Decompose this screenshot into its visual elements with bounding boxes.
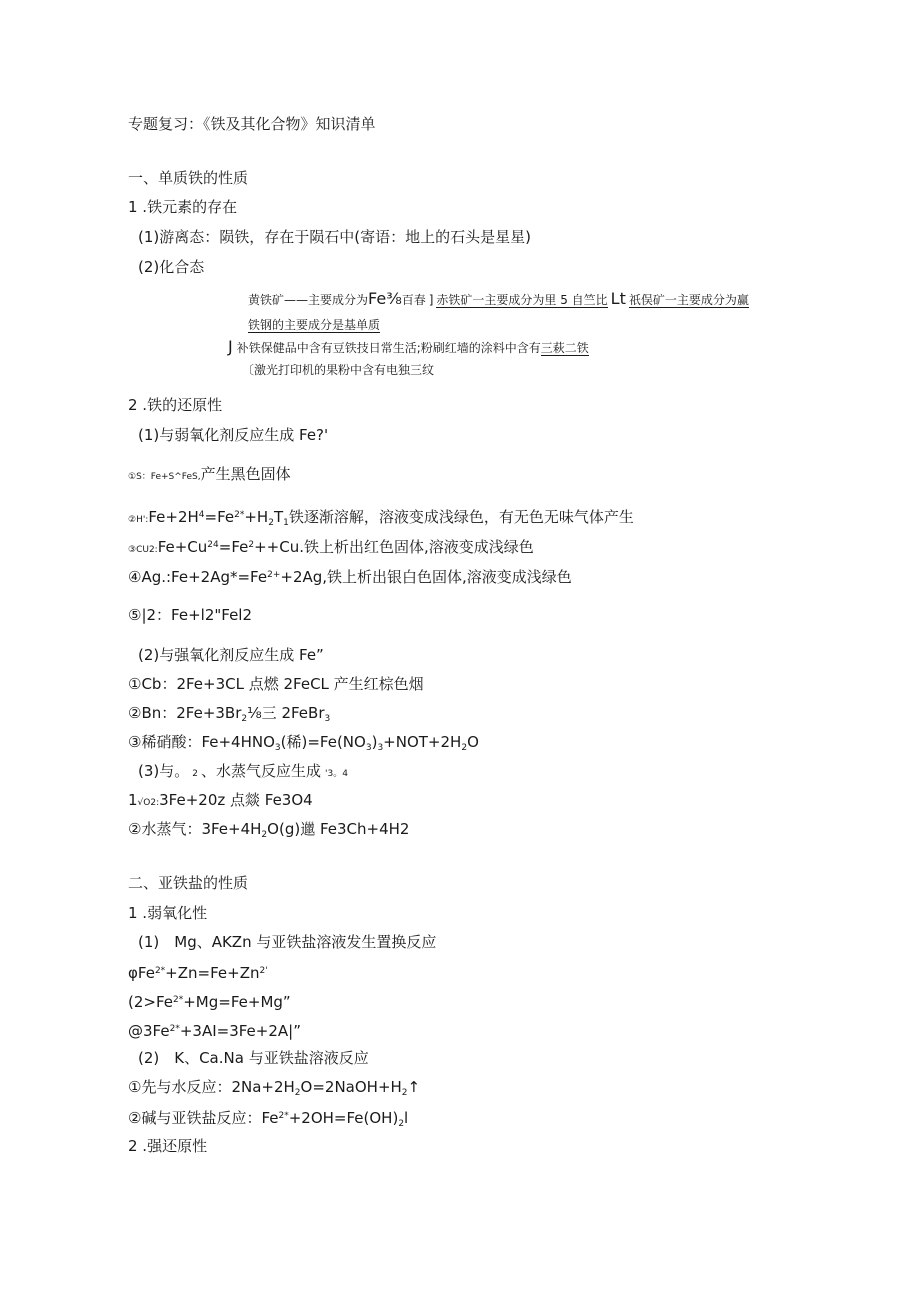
reaction-text: ②水蒸气：3Fe+4H (128, 820, 262, 838)
reaction-sub: 3 (377, 743, 384, 753)
reaction-sup: 2* (234, 510, 245, 520)
reaction-text: =Fe (204, 508, 235, 526)
reaction-sub: 2 (461, 743, 468, 753)
reaction-sub: 3 (274, 743, 281, 753)
reaction-text: +NOT+2H (383, 733, 462, 751)
minerals-text: 补铁保健品中含有豆铁技日常生活;粉刷红墙的涂料中含有 (236, 341, 541, 355)
displacement-heading: (1) Mg、AKZn 与亚铁盐溶液发生置换反应 (138, 933, 437, 951)
reaction-text: T (273, 508, 284, 526)
reaction-text: O=2NaOH+H (300, 1078, 402, 1096)
reaction-text: +Mg=Fe+Mg” (183, 993, 291, 1011)
reaction-sup: 2+ (267, 570, 281, 580)
reaction-text: +3AI=3Fe+2A|” (179, 1022, 301, 1040)
reaction-h (128, 505, 634, 533)
heading-small: '3。4 (325, 769, 348, 779)
reaction-sub: 2 (261, 830, 268, 840)
reaction-sup: 24 (207, 540, 219, 550)
reaction-text: =Fe (218, 538, 249, 556)
reaction-text: Fe+Cu (157, 538, 208, 556)
minerals-line-1 (248, 289, 749, 310)
reaction-text: (2>Fe (128, 993, 173, 1011)
reaction-text: +H (244, 508, 269, 526)
reaction-hno3 (128, 732, 479, 758)
reaction-steam (128, 819, 409, 845)
reaction-text: +Zn=Fe+Zn (165, 964, 260, 982)
reaction-mg (128, 990, 291, 1012)
reaction-prefix: ②H': (128, 515, 149, 525)
reaction-sup: 2* (173, 995, 184, 1005)
reaction-sup: 2* (154, 966, 166, 976)
combined-state-line: (2)化合态 (138, 258, 205, 276)
minerals-line-4: 〔激光打印机的果粉中含有电独三纹 (242, 363, 435, 377)
reaction-text: 产生黑色固体 (200, 465, 291, 483)
reaction-br2 (128, 703, 330, 729)
reaction-o2 (128, 790, 313, 813)
reaction-text: ++Cu.铁上析出红色固体,溶液变成浅绿色 (254, 538, 534, 556)
minerals-text: 赤铁矿一主要成分为里 5 自竺比 (436, 293, 608, 307)
reaction-sub: 2 (398, 1119, 405, 1129)
minerals-text: 百春 (401, 293, 426, 307)
reaction-sub: 2 (241, 714, 248, 724)
reaction-sub: 2 (294, 1088, 301, 1098)
reaction-text: 1 (128, 791, 138, 809)
reaction-sub: 2 (268, 518, 274, 528)
minerals-line-3 (228, 337, 589, 358)
section1-sub2-label: 2 .铁的还原性 (128, 396, 223, 414)
reaction-text: @3Fe (128, 1022, 170, 1040)
reaction-sub: 2 (401, 1088, 408, 1098)
reaction-na-water (128, 1077, 420, 1103)
heading-text: 、水蒸气反应生成 (200, 762, 321, 780)
reaction-text: O(g)邋 Fe3Ch+4H2 (267, 820, 410, 838)
minerals-text: 铁钢的主要成分是基单质 (248, 318, 381, 332)
reaction-text: ⅛三 2FeBr (247, 704, 325, 722)
reaction-text: ②Bn：2Fe+3Br (128, 704, 242, 722)
reaction-ag (128, 565, 572, 587)
section2-heading: 二、亚铁盐的性质 (128, 874, 249, 892)
free-state-line: (1)游离态：陨铁，存在于陨石中(寄语：地上的石头是星星) (138, 228, 531, 246)
reaction-cu (128, 535, 534, 560)
minerals-line-2 (248, 315, 380, 335)
reaction-al (128, 1019, 301, 1041)
reaction-sup: 2* (278, 1111, 289, 1121)
reaction-text: ②碱与亚铁盐反应：Fe (128, 1109, 279, 1127)
reaction-sup: 2* (169, 1024, 180, 1034)
reaction-s (128, 464, 291, 487)
strong-oxidizer-heading: (2)与强氧化剂反应生成 Fe” (138, 646, 324, 664)
reaction-i2: ⑤|2：Fe+l2"Fel2 (128, 606, 253, 624)
reaction-text: ①先与水反应：2Na+2H (128, 1078, 295, 1096)
reaction-sup: 4 (198, 510, 205, 520)
reaction-text: +2OH=Fe(OH) (288, 1109, 399, 1127)
reaction-text: ④Ag.:Fe+2Ag*=Fe (128, 568, 268, 586)
steam-heading (138, 761, 348, 784)
reaction-text: l (404, 1109, 409, 1127)
reaction-prefix: √O2: (137, 798, 160, 808)
section1-heading: 一、单质铁的性质 (128, 169, 249, 187)
minerals-text: 三萩二铁 (540, 341, 589, 355)
reaction-cl2: ①Cb：2Fe+3CL 点燃 2FeCL 产生红棕色烟 (128, 675, 424, 693)
minerals-text: Lt (610, 289, 626, 308)
heading-small: 2 (192, 769, 198, 779)
reaction-prefix: ①S：Fe+S^FeS, (128, 472, 201, 482)
reaction-text: O (467, 733, 479, 751)
reaction-sub: 1 (283, 518, 289, 528)
minerals-text: 黄铁矿——主要成分为 (248, 293, 369, 307)
reaction-text: φFe (128, 964, 155, 982)
weak-oxidizer-heading: (1)与弱氧化剂反应生成 Fe?' (138, 426, 329, 444)
reaction-base (128, 1106, 408, 1134)
document-title: 专题复习：《铁及其化合物》知识清单 (128, 115, 376, 133)
reaction-sub: 3 (365, 743, 372, 753)
reaction-prefix: ③CU2: (128, 545, 158, 555)
reaction-text: 铁逐渐溶解，溶液变成浅绿色，有无色无味气体产生 (288, 508, 634, 526)
reaction-text: ) (371, 733, 378, 751)
minerals-text: 祇俣矿一主要成分为赢 (628, 293, 749, 307)
reaction-text: ③稀硝酸：Fe+4HNO (128, 733, 275, 751)
section2-sub1-label: 1 .弱氧化性 (128, 904, 208, 922)
reaction-text: ↑ (407, 1078, 421, 1096)
reaction-text: (稀)=Fe(NO (280, 733, 366, 751)
active-metal-heading: (2) K、Ca.Na 与亚铁盐溶液反应 (138, 1049, 369, 1067)
reaction-sub: 3 (324, 714, 331, 724)
heading-text: (3)与。 (138, 762, 190, 780)
section1-sub1-label: 1 .铁元素的存在 (128, 198, 238, 216)
reaction-text: 3Fe+20z 点燚 Fe3O4 (159, 791, 313, 809)
minerals-bracket: J (228, 337, 233, 356)
section2-sub2-label: 2 .强还原性 (128, 1137, 208, 1155)
reaction-text: Fe+2H (148, 508, 199, 526)
minerals-formula: Fe⅜ (368, 289, 402, 308)
reaction-sup: 2' (259, 966, 268, 976)
reaction-sup: 2 (248, 540, 255, 550)
reaction-text: +2Ag,铁上析出银白色固体,溶液变成浅绿色 (280, 568, 572, 586)
minerals-bracket: ] (428, 293, 434, 307)
reaction-zn (128, 961, 268, 983)
